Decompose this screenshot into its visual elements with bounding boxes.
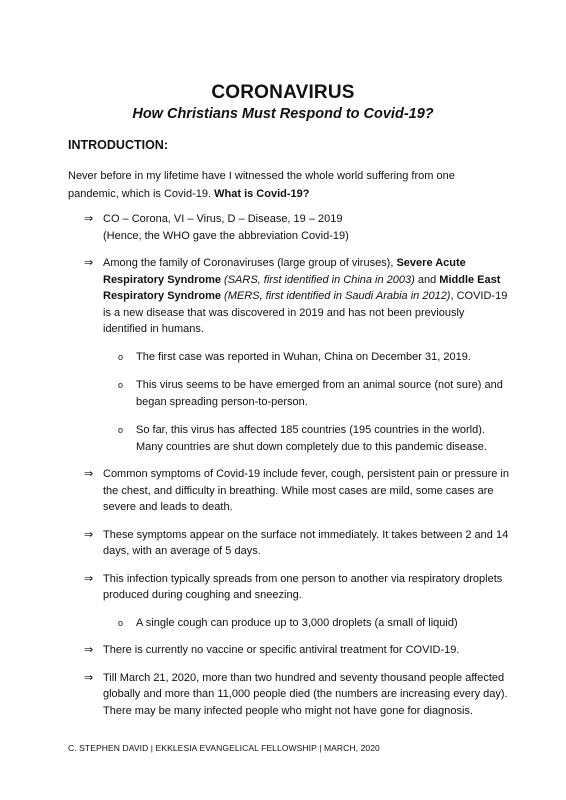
intro-text: Never before in my lifetime have I witnessed the whole world suffering from one pandemic, which is Covid-19. — [68, 170, 455, 200]
sub-item-text: The first case was reported in Wuhan, China on December 31, 2019. — [136, 350, 471, 363]
sub-item-text: A single cough can produce up to 3,000 droplets (a small of liquid) — [136, 616, 458, 629]
item-text: Among the family of Coronaviruses (large group of viruses), — [103, 257, 397, 269]
mers-note: (MERS, first identified in Saudi Arabia in 2012) — [224, 290, 451, 302]
item-text: Common symptoms of Covid-19 include fever, cough, persistent pain or pressure in the chest, and difficulty in breathing. While most cases are mild, some cases are severe and leads to death. — [103, 468, 509, 513]
sub-list-item — [103, 377, 511, 410]
sars-term: Severe Acute Respiratory Syndrome — [103, 257, 466, 286]
circle-bullet-icon: o — [118, 425, 124, 435]
arrow-icon: ⇒ — [84, 671, 94, 684]
sub-item-text: This virus seems to be have emerged from an animal source (not sure) and began spreading person-to-person. — [136, 379, 503, 408]
arrow-icon: ⇒ — [84, 644, 94, 656]
bullet-list — [0, 211, 566, 730]
list-item — [0, 571, 566, 632]
page-title: CORONAVIRUS — [211, 82, 355, 103]
item-text: and — [414, 273, 440, 286]
circle-bullet-icon: o — [118, 351, 124, 362]
item-text: CO – Corona, VI – Virus, D – Disease, 19 – 2019 — [103, 213, 343, 225]
circle-bullet-icon: o — [118, 380, 124, 390]
sub-list-item — [103, 615, 511, 632]
list-item — [0, 466, 566, 516]
page-subtitle: How Christians Must Respond to Covid-19? — [132, 106, 434, 122]
sub-list — [103, 349, 511, 456]
item-text: This infection typically spreads from one person to another via respiratory droplets produced during coughing and sneezing. — [103, 572, 503, 601]
arrow-icon: ⇒ — [84, 528, 94, 541]
arrow-icon: ⇒ — [84, 468, 94, 480]
item-text: (Hence, the WHO gave the abbreviation Covid-19) — [103, 229, 349, 242]
intro-question: What is Covid-19? — [214, 188, 310, 200]
item-text: These symptoms appear on the surface not immediately. It takes between 2 and 14 days, with an average of 5 days. — [103, 528, 509, 557]
list-item — [0, 211, 566, 244]
intro-paragraph — [68, 167, 508, 203]
list-item — [0, 642, 566, 659]
list-item — [0, 670, 566, 720]
arrow-icon: ⇒ — [84, 572, 94, 585]
arrow-icon: ⇒ — [84, 257, 94, 269]
sub-item-text: So far, this virus has affected 185 countries (195 countries in the world). Many countries are shut down completely due to this pandemic disease. — [136, 424, 487, 453]
section-heading: INTRODUCTION: — [68, 138, 168, 152]
list-item — [0, 527, 566, 560]
circle-bullet-icon: o — [118, 617, 124, 628]
list-item — [0, 255, 566, 455]
item-text: Till March 21, 2020, more than two hundred and seventy thousand people affected globally and more than 11,000 people died (the numbers are increasing every day). There may be many infected people who might not have gone for diagnosis. — [103, 671, 508, 717]
sub-list-item — [103, 422, 511, 455]
mers-term: Middle East Respiratory Syndrome — [103, 273, 501, 302]
item-text: , COVID-19 is a new disease that was discovered in 2019 and has not been previously identified in humans. — [103, 290, 508, 335]
item-text: There is currently no vaccine or specific antiviral treatment for COVID-19. — [103, 644, 460, 656]
page-footer: C. STEPHEN DAVID | EKKLESIA EVANGELICAL FELLOWSHIP | MARCH, 2020 — [68, 743, 380, 753]
arrow-icon: ⇒ — [84, 213, 94, 225]
sub-list — [103, 615, 511, 632]
sars-note: (SARS, first identified in China in 2003) — [224, 273, 415, 286]
sub-list-item — [103, 349, 511, 366]
